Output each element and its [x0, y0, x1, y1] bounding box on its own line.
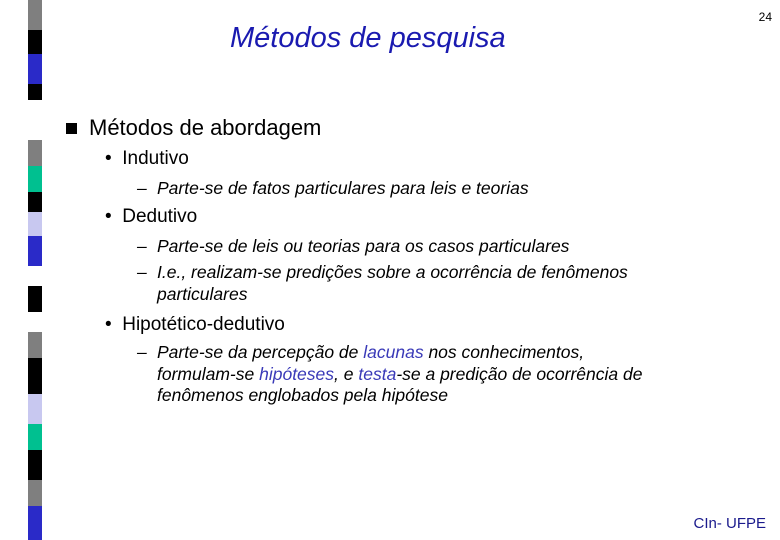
- sub-item-text-cont: fenômenos englobados pela hipótese: [157, 385, 448, 405]
- text-part: , e: [334, 363, 359, 384]
- dash-icon: –: [137, 262, 147, 282]
- bullet-dot-icon: •: [105, 148, 112, 169]
- text-part: nos conhecimentos,: [423, 342, 585, 362]
- text-part: formulam-se: [157, 363, 260, 384]
- dash-icon: –: [137, 342, 147, 362]
- bullet-indutivo: [105, 148, 189, 170]
- dash-icon: –: [137, 236, 147, 256]
- item-label: Hipotético-dedutivo: [122, 314, 285, 335]
- text-part: Parte-se da percepção de: [157, 342, 364, 362]
- slide-title: Métodos de pesquisa: [230, 22, 506, 54]
- footer-label: CIn- UFPE: [693, 515, 766, 532]
- item-label: Indutivo: [122, 148, 189, 169]
- dash-icon: –: [137, 178, 147, 198]
- sub-item-text: I.e., realizam-se predições sobre a ocorrência de fenômenos: [157, 262, 628, 282]
- highlight-hipoteses: hipóteses: [259, 363, 335, 384]
- sub-item: [137, 236, 569, 258]
- sub-item-text: Parte-se de leis ou teorias para os casos particulares: [157, 236, 570, 256]
- sub-item: [137, 262, 628, 305]
- item-label: Dedutivo: [122, 206, 198, 227]
- bullet-hipotetico-dedutivo: [105, 314, 285, 336]
- bullet-dot-icon: •: [105, 314, 112, 335]
- sub-item-text: Parte-se de fatos particulares para leis e teorias: [157, 178, 529, 198]
- decorative-side-strip: [28, 0, 42, 540]
- highlight-testa: testa: [358, 363, 397, 384]
- sub-item-text-cont: particulares: [157, 283, 248, 304]
- sub-item: [137, 342, 642, 407]
- bullet-dedutivo: [105, 206, 197, 228]
- section-heading: [66, 115, 321, 141]
- black-square-icon: [66, 123, 77, 134]
- page-number: 24: [758, 10, 772, 24]
- sub-item: [137, 178, 529, 200]
- section-label: Métodos de abordagem: [89, 115, 322, 140]
- highlight-lacunas: lacunas: [363, 342, 424, 362]
- bullet-dot-icon: •: [105, 206, 112, 227]
- text-part: -se a predição de ocorrência de: [396, 363, 643, 384]
